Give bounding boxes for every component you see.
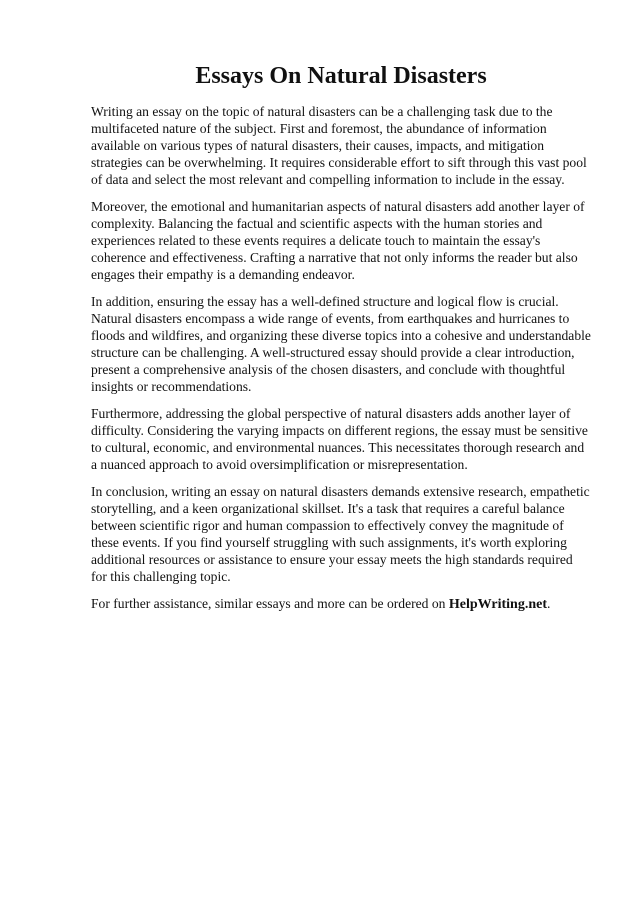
closing-paragraph bbox=[91, 595, 591, 613]
paragraph-emotional-aspects: Moreover, the emotional and humanitarian aspects of natural disasters add another layer of complexity. Balancing the factual and scientific aspects with the human stories and experiences related to these events requires a delicate touch to maintain the essay's coherence and effectiveness. Crafting a narrative that not only informs the reader but also engages their empathy is a demanding endeavor. bbox=[91, 199, 585, 282]
helpwriting-link[interactable]: HelpWriting.net bbox=[448, 597, 547, 612]
paragraph-structure: In addition, ensuring the essay has a well-defined structure and logical flow is crucial. Natural disasters encompass a wide range of events, from earthquakes and hurricanes to floods and wildfires, and organizing these diverse topics into a cohesive and understandable structure can be challenging. A well-structured essay should provide a clear introduction, present a comprehensive analysis of the chosen disasters, and conclude with thoughtful insights or recommendations. bbox=[91, 294, 591, 394]
closing-text: For further assistance, similar essays and more can be ordered on bbox=[91, 596, 449, 611]
document-page bbox=[91, 62, 591, 623]
closing-suffix: . bbox=[547, 596, 551, 611]
paragraph-global-perspective: Furthermore, addressing the global perspective of natural disasters adds another layer of difficulty. Considering the varying impacts on different regions, the essay must be sensitive to cultural, economic, and environmental nuances. This necessitates thorough research and a nuanced approach to avoid oversimplification or misrepresentation. bbox=[91, 406, 588, 472]
paragraph-conclusion: In conclusion, writing an essay on natural disasters demands extensive research, empathetic storytelling, and a keen organizational skillset. It's a task that requires a careful balance between scientific rigor and human compassion to effectively convey the magnitude of these events. If you find yourself struggling with such assignments, it's worth exploring additional resources or assistance to ensure your essay meets the high standards required for this challenging topic. bbox=[91, 484, 590, 584]
paragraph-intro: Writing an essay on the topic of natural disasters can be a challenging task due to the multifaceted nature of the subject. First and foremost, the abundance of information available on various types of natural disasters, their causes, impacts, and mitigation strategies can be overwhelming. It requires considerable effort to sift through this vast pool of data and select the most relevant and compelling information to include in the essay. bbox=[91, 104, 587, 187]
document-title: Essays On Natural Disasters bbox=[195, 63, 487, 89]
